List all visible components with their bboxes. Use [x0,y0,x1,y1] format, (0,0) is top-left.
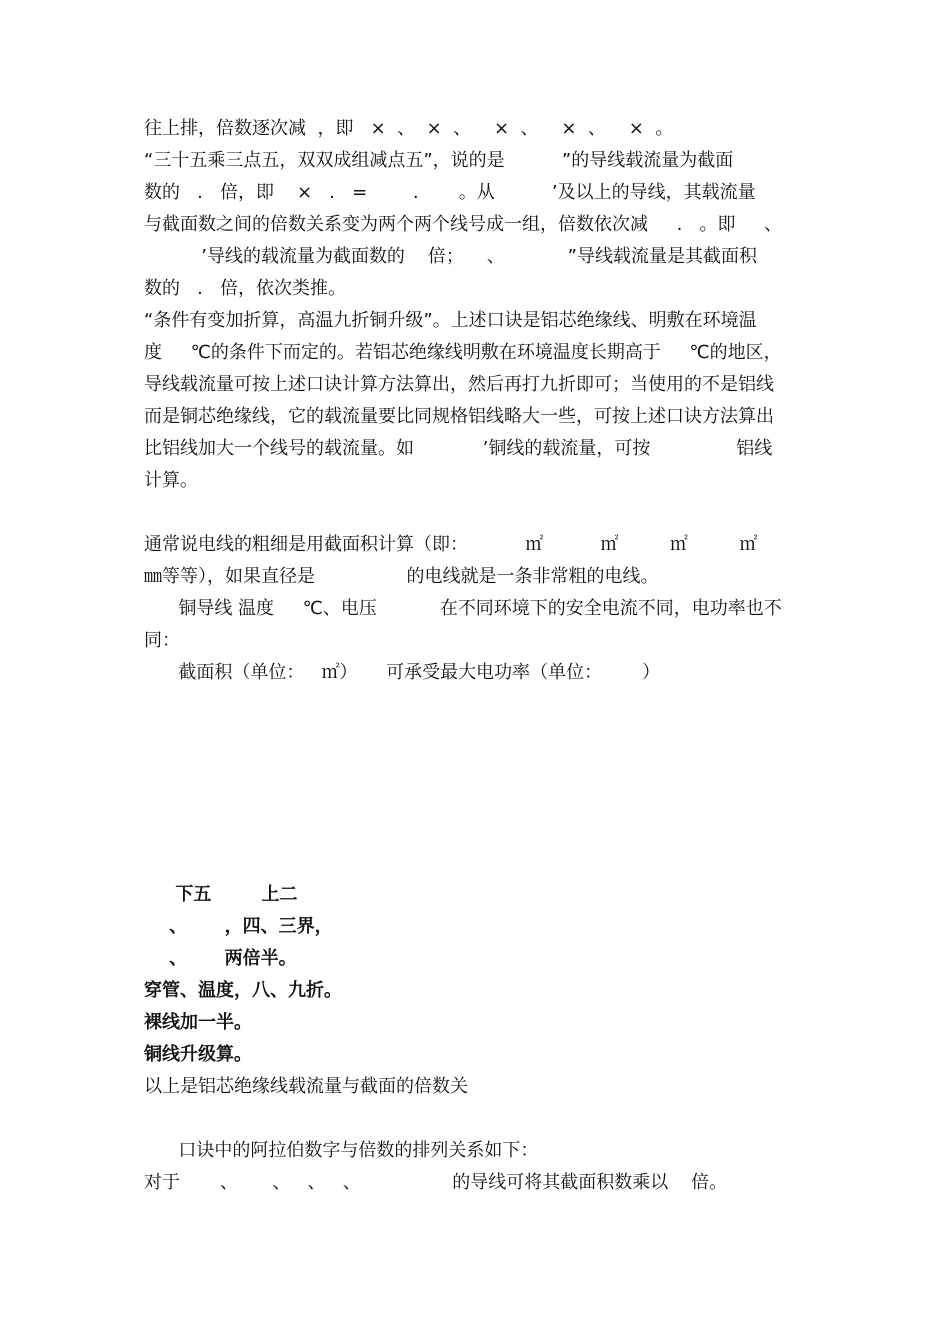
text-line: 而是铜芯绝缘线，它的载流量要比同规格铝线略大一些，可按上述口诀方法算出 [144,406,774,427]
mnemonic-line: 下五 上二 [144,884,298,905]
text-line: “条件有变加折算，高温九折铜升级”。上述口诀是铝芯绝缘线、明敷在环境温 [144,310,757,331]
mnemonic-line: 、 两倍半。 [144,948,297,969]
text-line: 数的 . 倍，依次类推。 [144,278,347,299]
text-line: ’导线的载流量为截面数的 倍； 、 ”导线载流量是其截面积 [144,246,757,267]
summary-line: 以上是铝芯绝缘线载流量与截面的倍数关 [144,1076,468,1097]
text-line: 与截面数之间的倍数关系变为两个两个线号成一组，倍数依次减 . 。即 、 [144,214,783,235]
mnemonic-line: 穿管、温度，八、九折。 [144,980,342,1001]
mnemonic-line: 、 ，四、三界， [144,916,333,937]
text-line: 比铝线加大一个线号的载流量。如 ’铜线的载流量，可按 铝线 [144,438,773,459]
text-line: 往上排，倍数逐次减 ，即 × 、 × 、 × 、 × 、 × 。 [144,118,674,139]
text-line: 口诀中的阿拉伯数字与倍数的排列关系如下： [144,1140,539,1161]
text-line: ㎜等等），如果直径是 的电线就是一条非常粗的电线。 [144,566,659,587]
text-line: 对于 、 、 、 、 的导线可将其截面积数乘以 倍。 [144,1172,728,1193]
text-line: 同： [144,630,180,651]
text-line: 计算。 [144,470,198,491]
text-line: 度 ℃的条件下而定的。若铝芯绝缘线明敷在环境温度长期高于 ℃的地区， [144,342,782,363]
text-line: 数的 . 倍，即 × . = . 。从 ’及以上的导线，其载流量 [144,182,756,203]
text-line: “三十五乘三点五，双双成组减点五”，说的是 ”的导线载流量为截面 [144,150,734,171]
mnemonic-line: 裸线加一半。 [144,1012,252,1033]
mnemonic-line: 铜线升级算。 [144,1044,252,1065]
text-line: 通常说电线的粗细是用截面积计算（即： ㎡ ㎡ ㎡ ㎡ [144,534,758,555]
text-line: 铜导线 温度 ℃、电压 在不同环境下的安全电流不同，电功率也不 [144,598,782,619]
text-line: 导线载流量可按上述口诀计算方法算出，然后再打九折即可；当使用的不是铝线 [144,374,774,395]
text-line: 截面积（单位： ㎡） 可承受最大电功率（单位： ） [144,662,661,683]
